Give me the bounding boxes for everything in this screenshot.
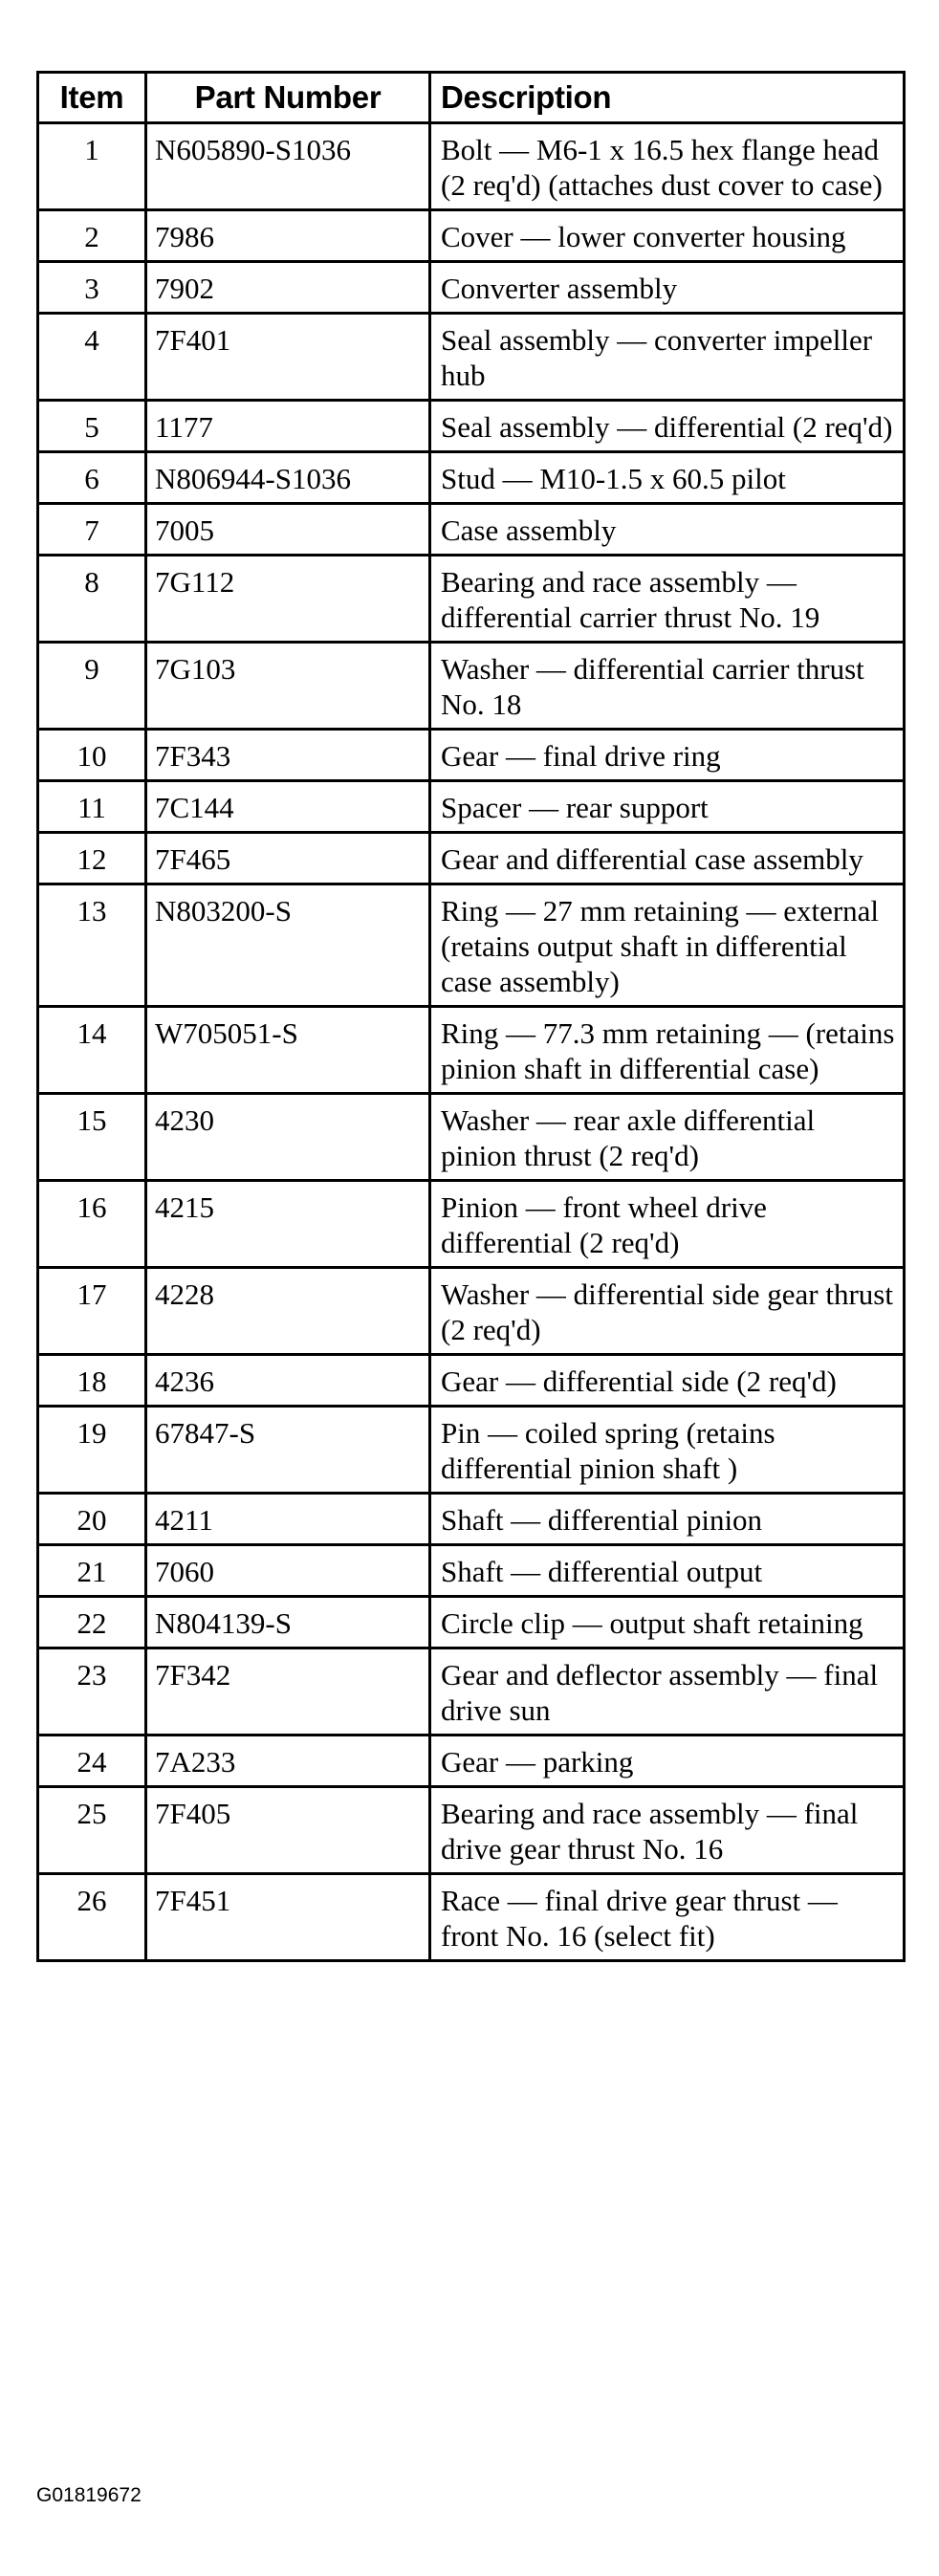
table-row bbox=[38, 210, 905, 262]
table-row bbox=[38, 833, 905, 884]
table-row bbox=[38, 401, 905, 452]
item-number: 25 bbox=[38, 1787, 146, 1874]
part-description: Circle clip — output shaft retaining bbox=[430, 1597, 905, 1648]
part-description: Bearing and race assembly — differential carrier thrust No. 19 bbox=[430, 556, 905, 643]
part-number: 7F465 bbox=[146, 833, 430, 884]
part-description: Bolt — M6-1 x 16.5 hex flange head (2 req'd) (attaches dust cover to case) bbox=[430, 123, 905, 210]
part-number: 7G103 bbox=[146, 643, 430, 730]
table-row bbox=[38, 1787, 905, 1874]
table-row bbox=[38, 1736, 905, 1787]
table-row bbox=[38, 1874, 905, 1961]
table-row bbox=[38, 884, 905, 1007]
part-description: Ring — 27 mm retaining — external (retains output shaft in differential case assembly) bbox=[430, 884, 905, 1007]
part-description: Washer — differential side gear thrust (2 req'd) bbox=[430, 1268, 905, 1355]
part-description: Race — final drive gear thrust — front No. 16 (select fit) bbox=[430, 1874, 905, 1961]
part-number: N806944-S1036 bbox=[146, 452, 430, 504]
item-number: 10 bbox=[38, 730, 146, 781]
part-description: Washer — rear axle differential pinion thrust (2 req'd) bbox=[430, 1094, 905, 1181]
part-description: Gear — final drive ring bbox=[430, 730, 905, 781]
part-number: 7C144 bbox=[146, 781, 430, 833]
item-number: 7 bbox=[38, 504, 146, 556]
item-number: 22 bbox=[38, 1597, 146, 1648]
table-row bbox=[38, 1597, 905, 1648]
part-number: N803200-S bbox=[146, 884, 430, 1007]
parts-list bbox=[36, 71, 903, 1962]
table-row bbox=[38, 262, 905, 314]
item-number: 26 bbox=[38, 1874, 146, 1961]
table-row bbox=[38, 452, 905, 504]
table-row bbox=[38, 504, 905, 556]
part-description: Cover — lower converter housing bbox=[430, 210, 905, 262]
part-number: 7F451 bbox=[146, 1874, 430, 1961]
part-number: 7G112 bbox=[146, 556, 430, 643]
figure-id: G01819672 bbox=[36, 2484, 142, 2506]
part-description: Gear — parking bbox=[430, 1736, 905, 1787]
part-description: Gear and differential case assembly bbox=[430, 833, 905, 884]
table-row bbox=[38, 1545, 905, 1597]
item-number: 16 bbox=[38, 1181, 146, 1268]
table-row bbox=[38, 1407, 905, 1494]
table-row bbox=[38, 1007, 905, 1094]
table-row bbox=[38, 123, 905, 210]
part-description: Stud — M10-1.5 x 60.5 pilot bbox=[430, 452, 905, 504]
item-number: 1 bbox=[38, 123, 146, 210]
item-number: 2 bbox=[38, 210, 146, 262]
part-number: 7F401 bbox=[146, 314, 430, 401]
table-row bbox=[38, 1181, 905, 1268]
column-header-description: Description bbox=[430, 73, 905, 123]
table-row bbox=[38, 643, 905, 730]
part-number: 7005 bbox=[146, 504, 430, 556]
item-number: 20 bbox=[38, 1494, 146, 1545]
part-number: 1177 bbox=[146, 401, 430, 452]
part-number: 7986 bbox=[146, 210, 430, 262]
item-number: 18 bbox=[38, 1355, 146, 1407]
item-number: 8 bbox=[38, 556, 146, 643]
part-number: 4215 bbox=[146, 1181, 430, 1268]
item-number: 23 bbox=[38, 1648, 146, 1736]
table-row bbox=[38, 781, 905, 833]
table-row bbox=[38, 556, 905, 643]
table-row bbox=[38, 1094, 905, 1181]
table-row bbox=[38, 314, 905, 401]
item-number: 12 bbox=[38, 833, 146, 884]
part-number: N804139-S bbox=[146, 1597, 430, 1648]
table-header-row bbox=[38, 73, 905, 123]
part-number: 7902 bbox=[146, 262, 430, 314]
table-row bbox=[38, 1268, 905, 1355]
part-number: W705051-S bbox=[146, 1007, 430, 1094]
part-number: 4230 bbox=[146, 1094, 430, 1181]
part-description: Washer — differential carrier thrust No. 18 bbox=[430, 643, 905, 730]
table-row bbox=[38, 1494, 905, 1545]
table-row bbox=[38, 730, 905, 781]
part-number: 7F343 bbox=[146, 730, 430, 781]
item-number: 13 bbox=[38, 884, 146, 1007]
part-description: Seal assembly — converter impeller hub bbox=[430, 314, 905, 401]
part-description: Shaft — differential output bbox=[430, 1545, 905, 1597]
part-number: 7F405 bbox=[146, 1787, 430, 1874]
part-description: Ring — 77.3 mm retaining — (retains pinion shaft in differential case) bbox=[430, 1007, 905, 1094]
item-number: 19 bbox=[38, 1407, 146, 1494]
part-description: Pin — coiled spring (retains differential pinion shaft ) bbox=[430, 1407, 905, 1494]
part-description: Gear and deflector assembly — final drive sun bbox=[430, 1648, 905, 1736]
item-number: 3 bbox=[38, 262, 146, 314]
part-description: Converter assembly bbox=[430, 262, 905, 314]
part-number: 4236 bbox=[146, 1355, 430, 1407]
item-number: 14 bbox=[38, 1007, 146, 1094]
item-number: 21 bbox=[38, 1545, 146, 1597]
table-body bbox=[38, 123, 905, 1961]
item-number: 9 bbox=[38, 643, 146, 730]
part-description: Shaft — differential pinion bbox=[430, 1494, 905, 1545]
item-number: 24 bbox=[38, 1736, 146, 1787]
column-header-item: Item bbox=[38, 73, 146, 123]
part-number: 7060 bbox=[146, 1545, 430, 1597]
part-number: 4211 bbox=[146, 1494, 430, 1545]
item-number: 11 bbox=[38, 781, 146, 833]
part-description: Pinion — front wheel drive differential (2 req'd) bbox=[430, 1181, 905, 1268]
item-number: 6 bbox=[38, 452, 146, 504]
item-number: 4 bbox=[38, 314, 146, 401]
part-number: 67847-S bbox=[146, 1407, 430, 1494]
part-number: N605890-S1036 bbox=[146, 123, 430, 210]
table-row bbox=[38, 1355, 905, 1407]
part-description: Gear — differential side (2 req'd) bbox=[430, 1355, 905, 1407]
part-description: Seal assembly — differential (2 req'd) bbox=[430, 401, 905, 452]
parts-table bbox=[36, 71, 906, 1962]
column-header-part-number: Part Number bbox=[146, 73, 430, 123]
item-number: 17 bbox=[38, 1268, 146, 1355]
part-number: 4228 bbox=[146, 1268, 430, 1355]
item-number: 5 bbox=[38, 401, 146, 452]
part-description: Spacer — rear support bbox=[430, 781, 905, 833]
part-description: Case assembly bbox=[430, 504, 905, 556]
part-description: Bearing and race assembly — final drive gear thrust No. 16 bbox=[430, 1787, 905, 1874]
table-row bbox=[38, 1648, 905, 1736]
part-number: 7F342 bbox=[146, 1648, 430, 1736]
part-number: 7A233 bbox=[146, 1736, 430, 1787]
item-number: 15 bbox=[38, 1094, 146, 1181]
